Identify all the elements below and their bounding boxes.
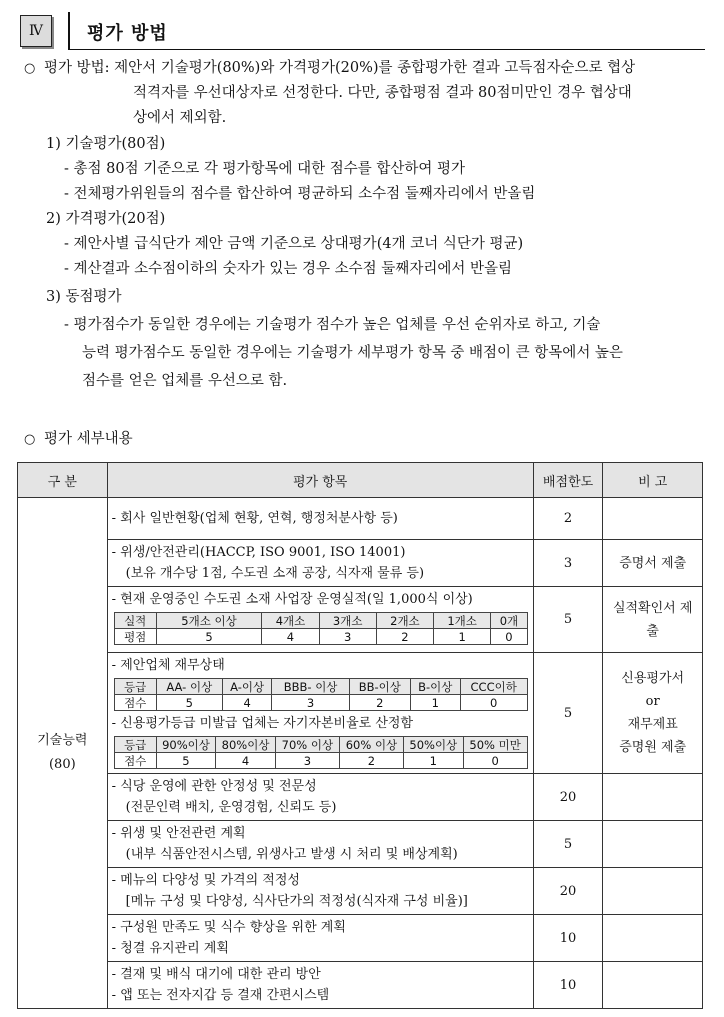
- item-line: - 앱 또는 전자지갑 등 결재 간편시스템: [111, 988, 330, 1003]
- circle-bullet-icon: ○: [24, 61, 36, 76]
- table-row: [18, 774, 703, 821]
- sub-cell: 등급: [114, 679, 156, 695]
- sub-cell: 5: [156, 629, 262, 645]
- detail-title-line: [24, 427, 133, 452]
- sub-cell: A-이상: [222, 679, 271, 695]
- item-line: - 현재 운영중인 수도권 소재 사업장 운영실적(일 1,000식 이상): [111, 592, 473, 607]
- item-line: - 회사 일반현황(업체 현황, 연혁, 행정처분사항 등): [111, 511, 398, 526]
- sub-cell: 50%이상: [403, 737, 463, 753]
- sub-cell: 3: [275, 753, 339, 769]
- item-line: - 위생/안전관리(HACCP, ISO 9001, ISO 14001): [111, 545, 406, 560]
- category-label: 기술능력: [37, 733, 88, 748]
- sub-cell: 5: [156, 695, 222, 711]
- item-line: [메뉴 구성 및 다양성, 식사단가의 적정성(식자재 구성 비율)]: [125, 894, 468, 909]
- item-line: - 신용평가등급 미발급 업체는 자기자본비율로 산정함: [111, 716, 414, 731]
- item-cell: [107, 868, 533, 915]
- sub-cell: 점수: [114, 753, 156, 769]
- item-line: - 메뉴의 다양성 및 가격의 적정성: [111, 873, 300, 888]
- item-cell: [107, 915, 533, 962]
- note-cell: [603, 868, 703, 915]
- sub-cell: 3: [272, 695, 349, 711]
- sub-cell: B-이상: [410, 679, 460, 695]
- category-cell: [18, 498, 108, 1009]
- sub-cell: 1: [434, 629, 491, 645]
- table-row: [18, 868, 703, 915]
- evaluation-table: [17, 462, 703, 1009]
- table-row: [18, 540, 703, 587]
- note-text: 증명원 제출: [619, 740, 687, 755]
- item-cell: [107, 774, 533, 821]
- note-text: 신용평가서: [621, 671, 685, 686]
- note-text: or: [645, 694, 660, 709]
- sub-cell: BBB- 이상: [272, 679, 349, 695]
- item-line: (보유 개수당 1점, 수도권 소재 공장, 식자재 물류 등): [125, 566, 425, 581]
- sub-table-row: [114, 753, 527, 769]
- sub-cell: 0: [463, 753, 527, 769]
- score-cell: 5: [533, 587, 603, 653]
- equity-ratio-table: [114, 736, 528, 769]
- sub-table-header-row: [114, 613, 527, 629]
- sub-cell: 3개소: [319, 613, 376, 629]
- note-cell: [603, 915, 703, 962]
- sub2-title: 2) 가격평가(20점): [46, 211, 166, 227]
- sub-cell: CCC이하: [460, 679, 527, 695]
- sub-table-row: [114, 695, 527, 711]
- detail-title: 평가 세부내용: [44, 431, 133, 447]
- table-row: [18, 821, 703, 868]
- sub-cell: 4개소: [262, 613, 319, 629]
- sub2-item-2: - 계산결과 소수점이하의 숫자가 있는 경우 소수점 둘째자리에서 반올림: [64, 261, 512, 277]
- method-line-2: 적격자를 우선대상자로 선정한다. 다만, 종합평점 결과 80점미만인 경우 협상대: [133, 85, 632, 101]
- item-cell: [107, 498, 533, 540]
- item-line: (내부 식품안전시스템, 위생사고 발생 시 처리 및 배상계획): [125, 847, 458, 862]
- note-cell: [603, 653, 703, 774]
- sub-cell: 4: [216, 753, 276, 769]
- sub-cell: 1: [410, 695, 460, 711]
- item-cell: [107, 962, 533, 1009]
- sub-cell: 4: [262, 629, 319, 645]
- category-points: (80): [48, 757, 76, 772]
- sub-cell: 0: [460, 695, 527, 711]
- sub-cell: 2: [339, 753, 403, 769]
- sub-cell: BB-이상: [349, 679, 410, 695]
- header-underline: [68, 49, 705, 50]
- note-text: 실적확인서 제출: [612, 600, 693, 639]
- header-item: 평가 항목: [107, 463, 533, 498]
- sub1-item-2: - 전체평가위원들의 점수를 합산하여 평균하되 소수점 둘째자리에서 반올림: [64, 186, 536, 202]
- sub-table-row: [114, 629, 527, 645]
- item-line: - 제안업체 재무상태: [111, 658, 225, 673]
- section-header: [17, 12, 707, 50]
- sub-cell: 50% 미만: [463, 737, 527, 753]
- sub-cell: 1개소: [434, 613, 491, 629]
- method-line-3: 상에서 제외함.: [133, 110, 227, 126]
- item-line: - 식당 운영에 관한 안정성 및 전문성: [111, 779, 317, 794]
- score-cell: 20: [533, 868, 603, 915]
- sub-cell: 3: [319, 629, 376, 645]
- sub-cell: 4: [222, 695, 271, 711]
- circle-bullet-icon: ○: [24, 432, 36, 447]
- item-cell: [107, 540, 533, 587]
- sub-cell: 실적: [114, 613, 156, 629]
- score-cell: 5: [533, 653, 603, 774]
- score-cell: 10: [533, 915, 603, 962]
- sub-cell: AA- 이상: [156, 679, 222, 695]
- item-cell: [107, 653, 533, 774]
- note-cell: [603, 498, 703, 540]
- section-number: Ⅳ: [20, 15, 52, 47]
- table-header-row: [18, 463, 703, 498]
- sub-cell: 90%이상: [156, 737, 216, 753]
- item-cell: [107, 587, 533, 653]
- sub-cell: 60% 이상: [339, 737, 403, 753]
- note-cell: [603, 962, 703, 1009]
- method-line-1: [24, 56, 704, 81]
- performance-score-table: [114, 612, 528, 645]
- header-category: 구 분: [18, 463, 108, 498]
- sub-cell: 5: [156, 753, 216, 769]
- note-cell: [603, 821, 703, 868]
- section-title: 평가 방법: [87, 23, 168, 44]
- sub-cell: 2개소: [376, 613, 433, 629]
- sub-cell: 0: [491, 629, 527, 645]
- table-row: [18, 498, 703, 540]
- score-cell: 5: [533, 821, 603, 868]
- sub3-title: 3) 동점평가: [46, 289, 122, 305]
- sub1-title: 1) 기술평가(80점): [46, 136, 166, 152]
- item-line: (전문인력 배치, 운영경험, 신뢰도 등): [125, 800, 337, 815]
- header-score: 배점한도: [533, 463, 603, 498]
- score-cell: 2: [533, 498, 603, 540]
- table-row: [18, 962, 703, 1009]
- method-label: 평가 방법:: [44, 60, 115, 76]
- credit-grade-table: [114, 678, 528, 711]
- sub-table-header-row: [114, 737, 527, 753]
- method-text-1: 제안서 기술평가(80%)와 가격평가(20%)를 종합평가한 결과 고득점자순으로 협상: [114, 60, 636, 76]
- item-line: - 결재 및 배식 대기에 대한 관리 방안: [111, 967, 321, 982]
- sub1-item-1: - 총점 80점 기준으로 각 평가항목에 대한 점수를 합산하여 평가: [64, 161, 465, 177]
- note-cell: 증명서 제출: [603, 540, 703, 587]
- sub-table-header-row: [114, 679, 527, 695]
- header-note: 비 고: [603, 463, 703, 498]
- header-divider: [68, 12, 70, 50]
- sub-cell: 5개소 이상: [156, 613, 262, 629]
- score-cell: 20: [533, 774, 603, 821]
- sub-cell: 점수: [114, 695, 156, 711]
- item-line: - 청결 유지관리 계획: [111, 941, 229, 956]
- sub-cell: 0개: [491, 613, 527, 629]
- score-cell: 10: [533, 962, 603, 1009]
- table-row: [18, 653, 703, 774]
- sub3-line-1: - 평가점수가 동일한 경우에는 기술평가 점수가 높은 업체를 우선 순위자로 하고, 기술: [64, 317, 601, 333]
- sub3-line-2: 능력 평가점수도 동일한 경우에는 기술평가 세부평가 항목 중 배점이 큰 항목에서 높은: [82, 345, 623, 361]
- note-text: 재무제표: [627, 717, 678, 732]
- item-line: - 구성원 만족도 및 식수 향상을 위한 계획: [111, 920, 346, 935]
- table-row: [18, 915, 703, 962]
- sub-cell: 2: [349, 695, 410, 711]
- sub-cell: 평점: [114, 629, 156, 645]
- sub-cell: 1: [403, 753, 463, 769]
- score-cell: 3: [533, 540, 603, 587]
- sub-cell: 80%이상: [216, 737, 276, 753]
- table-row: [18, 587, 703, 653]
- sub-cell: 70% 이상: [275, 737, 339, 753]
- note-cell: [603, 587, 703, 653]
- note-cell: [603, 774, 703, 821]
- sub2-item-1: - 제안사별 급식단가 제안 금액 기준으로 상대평가(4개 코너 식단가 평균): [64, 236, 524, 252]
- sub-cell: 등급: [114, 737, 156, 753]
- item-line: - 위생 및 안전관련 계획: [111, 826, 246, 841]
- sub-cell: 2: [376, 629, 433, 645]
- item-cell: [107, 821, 533, 868]
- sub3-line-3: 점수를 얻은 업체를 우선으로 함.: [82, 373, 288, 389]
